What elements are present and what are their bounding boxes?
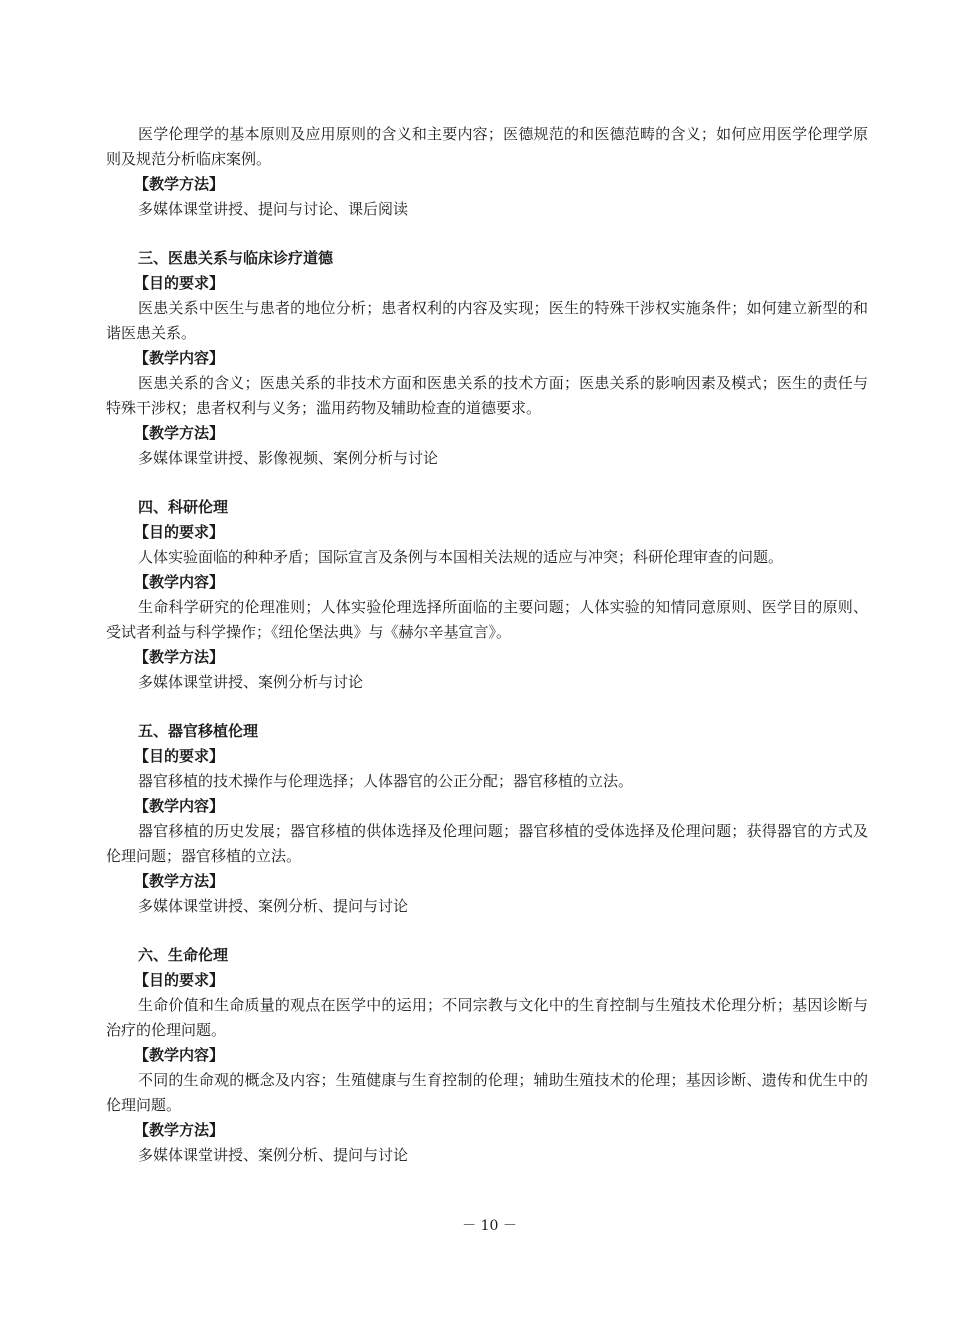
goal-tag: 【目的要求】	[134, 274, 225, 292]
goal-tag: 【目的要求】	[134, 523, 225, 541]
section-research-ethics	[106, 495, 868, 695]
method-tag: 【教学方法】	[134, 424, 225, 442]
goal-tag: 【目的要求】	[134, 971, 225, 989]
goal-tag: 【目的要求】	[134, 747, 225, 765]
goal-text: 医患关系中医生与患者的地位分析；患者权利的内容及实现；医生的特殊干涉权实施条件；如何建立新型的和谐医患关系。	[106, 299, 868, 342]
method-tag: 【教学方法】	[134, 648, 225, 666]
intro-method-tag: 【教学方法】	[134, 175, 225, 193]
content-text: 医患关系的含义；医患关系的非技术方面和医患关系的技术方面；医患关系的影响因素及模式；医生的责任与特殊干涉权；患者权利与义务；滥用药物及辅助检查的道德要求。	[106, 374, 868, 417]
method-tag: 【教学方法】	[134, 1121, 225, 1139]
page-number: － 10 －	[462, 1218, 517, 1234]
section-heading: 六、生命伦理	[138, 946, 229, 964]
intro-content: 医学伦理学的基本原则及应用原则的含义和主要内容；医德规范的和医德范畴的含义；如何应用医学伦理学原则及规范分析临床案例。	[106, 125, 868, 168]
content-tag: 【教学内容】	[134, 1046, 225, 1064]
section-doctor-patient	[106, 246, 868, 471]
goal-text: 人体实验面临的种种矛盾；国际宣言及条例与本国相关法规的适应与冲突；科研伦理审查的问题。	[138, 548, 784, 566]
section-heading: 三、医患关系与临床诊疗道德	[138, 249, 334, 267]
goal-text: 生命价值和生命质量的观点在医学中的运用；不同宗教与文化中的生育控制与生殖技术伦理分析；基因诊断与治疗的伦理问题。	[106, 996, 868, 1039]
content-tag: 【教学内容】	[134, 573, 225, 591]
section-heading: 五、器官移植伦理	[138, 722, 259, 740]
intro-method: 多媒体课堂讲授、提问与讨论、课后阅读	[138, 200, 409, 218]
document-body	[106, 122, 868, 1168]
goal-text: 器官移植的技术操作与伦理选择；人体器官的公正分配；器官移植的立法。	[138, 772, 634, 790]
content-text: 不同的生命观的概念及内容；生殖健康与生育控制的伦理；辅助生殖技术的伦理；基因诊断、遗传和优生中的伦理问题。	[106, 1071, 868, 1114]
method-text: 多媒体课堂讲授、案例分析与讨论	[138, 673, 364, 691]
method-text: 多媒体课堂讲授、案例分析、提问与讨论	[138, 897, 409, 915]
section-heading: 四、科研伦理	[138, 498, 229, 516]
content-tag: 【教学内容】	[134, 349, 225, 367]
section-life-ethics	[106, 943, 868, 1168]
section-organ-transplant	[106, 719, 868, 919]
content-text: 器官移植的历史发展；器官移植的供体选择及伦理问题；器官移植的受体选择及伦理问题；获得器官的方式及伦理问题；器官移植的立法。	[106, 822, 868, 865]
intro-block	[106, 122, 868, 222]
method-text: 多媒体课堂讲授、案例分析、提问与讨论	[138, 1146, 409, 1164]
content-text: 生命科学研究的伦理准则；人体实验伦理选择所面临的主要问题；人体实验的知情同意原则、医学目的原则、受试者利益与科学操作；《纽伦堡法典》与《赫尔辛基宣言》。	[106, 598, 868, 641]
method-text: 多媒体课堂讲授、影像视频、案例分析与讨论	[138, 449, 439, 467]
content-tag: 【教学内容】	[134, 797, 225, 815]
method-tag: 【教学方法】	[134, 872, 225, 890]
